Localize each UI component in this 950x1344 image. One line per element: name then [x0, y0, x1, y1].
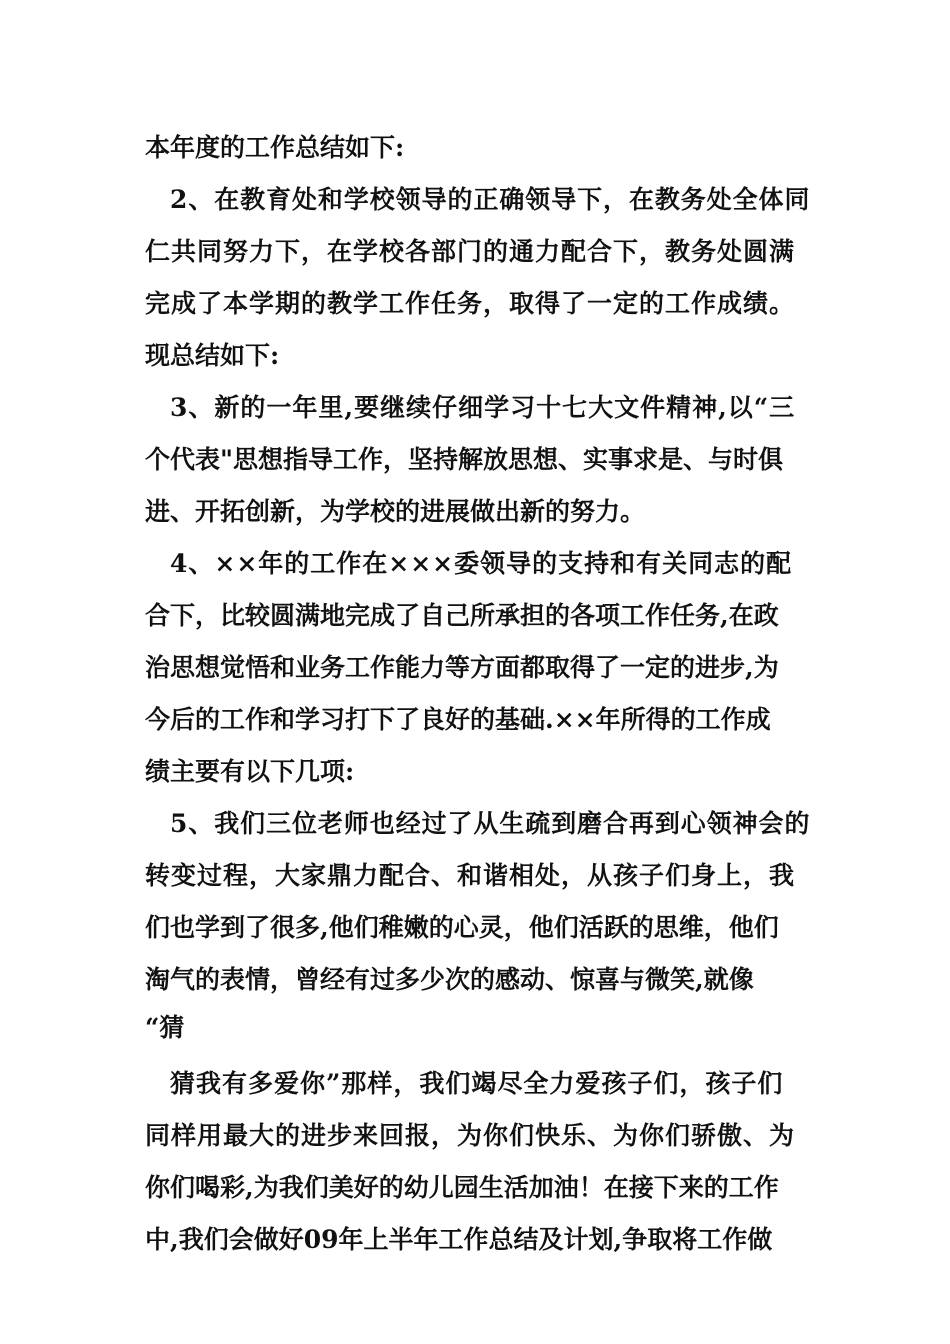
text-line: 合下，比较圆满地完成了自己所承担的各项工作任务,在政	[145, 601, 779, 630]
text-line: 中,我们会做好09年上半年工作总结及计划,争取将工作做	[145, 1225, 773, 1254]
text-line: 同样用最大的进步来回报，为你们快乐、为你们骄傲、为	[145, 1121, 796, 1150]
text-line: 仁共同努力下，在学校各部门的通力配合下，教务处圆满	[145, 237, 796, 266]
text-line: 猜我有多爱你”那样，我们竭尽全力爱孩子们，孩子们	[170, 1069, 784, 1098]
text-line: 个代表"思想指导工作，坚持解放思想、实事求是、与时俱	[145, 445, 784, 474]
text-line: 今后的工作和学习打下了良好的基础.××年所得的工作成	[145, 705, 771, 734]
text-line: 进、开拓创新，为学校的进展做出新的努力。	[145, 497, 646, 526]
text-line: 4、××年的工作在×××委领导的支持和有关同志的配	[170, 549, 793, 578]
text-line: 5、我们三位老师也经过了从生疏到磨合再到心领神会的	[170, 809, 811, 838]
text-line: 淘气的表情，曾经有过多少次的感动、惊喜与微笑,就像	[145, 965, 754, 994]
text-line: 本年度的工作总结如下:	[145, 133, 405, 162]
text-line: 绩主要有以下几项:	[145, 757, 355, 786]
text-line: 现总结如下:	[145, 341, 280, 370]
text-line: 转变过程，大家鼎力配合、和谐相处，从孩子们身上，我	[145, 861, 796, 890]
text-line: 们也学到了很多,他们稚嫩的心灵，他们活跃的思维，他们	[145, 913, 779, 942]
text-line: 完成了本学期的教学工作任务，取得了一定的工作成绩。	[145, 289, 796, 318]
text-line: 3、新的一年里,要继续仔细学习十七大文件精神,以“三	[170, 393, 796, 422]
text-line: “猜	[145, 1013, 185, 1042]
text-line: 治思想觉悟和业务工作能力等方面都取得了一定的进步,为	[145, 653, 779, 682]
text-line: 你们喝彩,为我们美好的幼儿园生活加油！在接下来的工作	[145, 1173, 779, 1202]
text-line: 2、在教育处和学校领导的正确领导下，在教务处全体同	[170, 185, 811, 214]
